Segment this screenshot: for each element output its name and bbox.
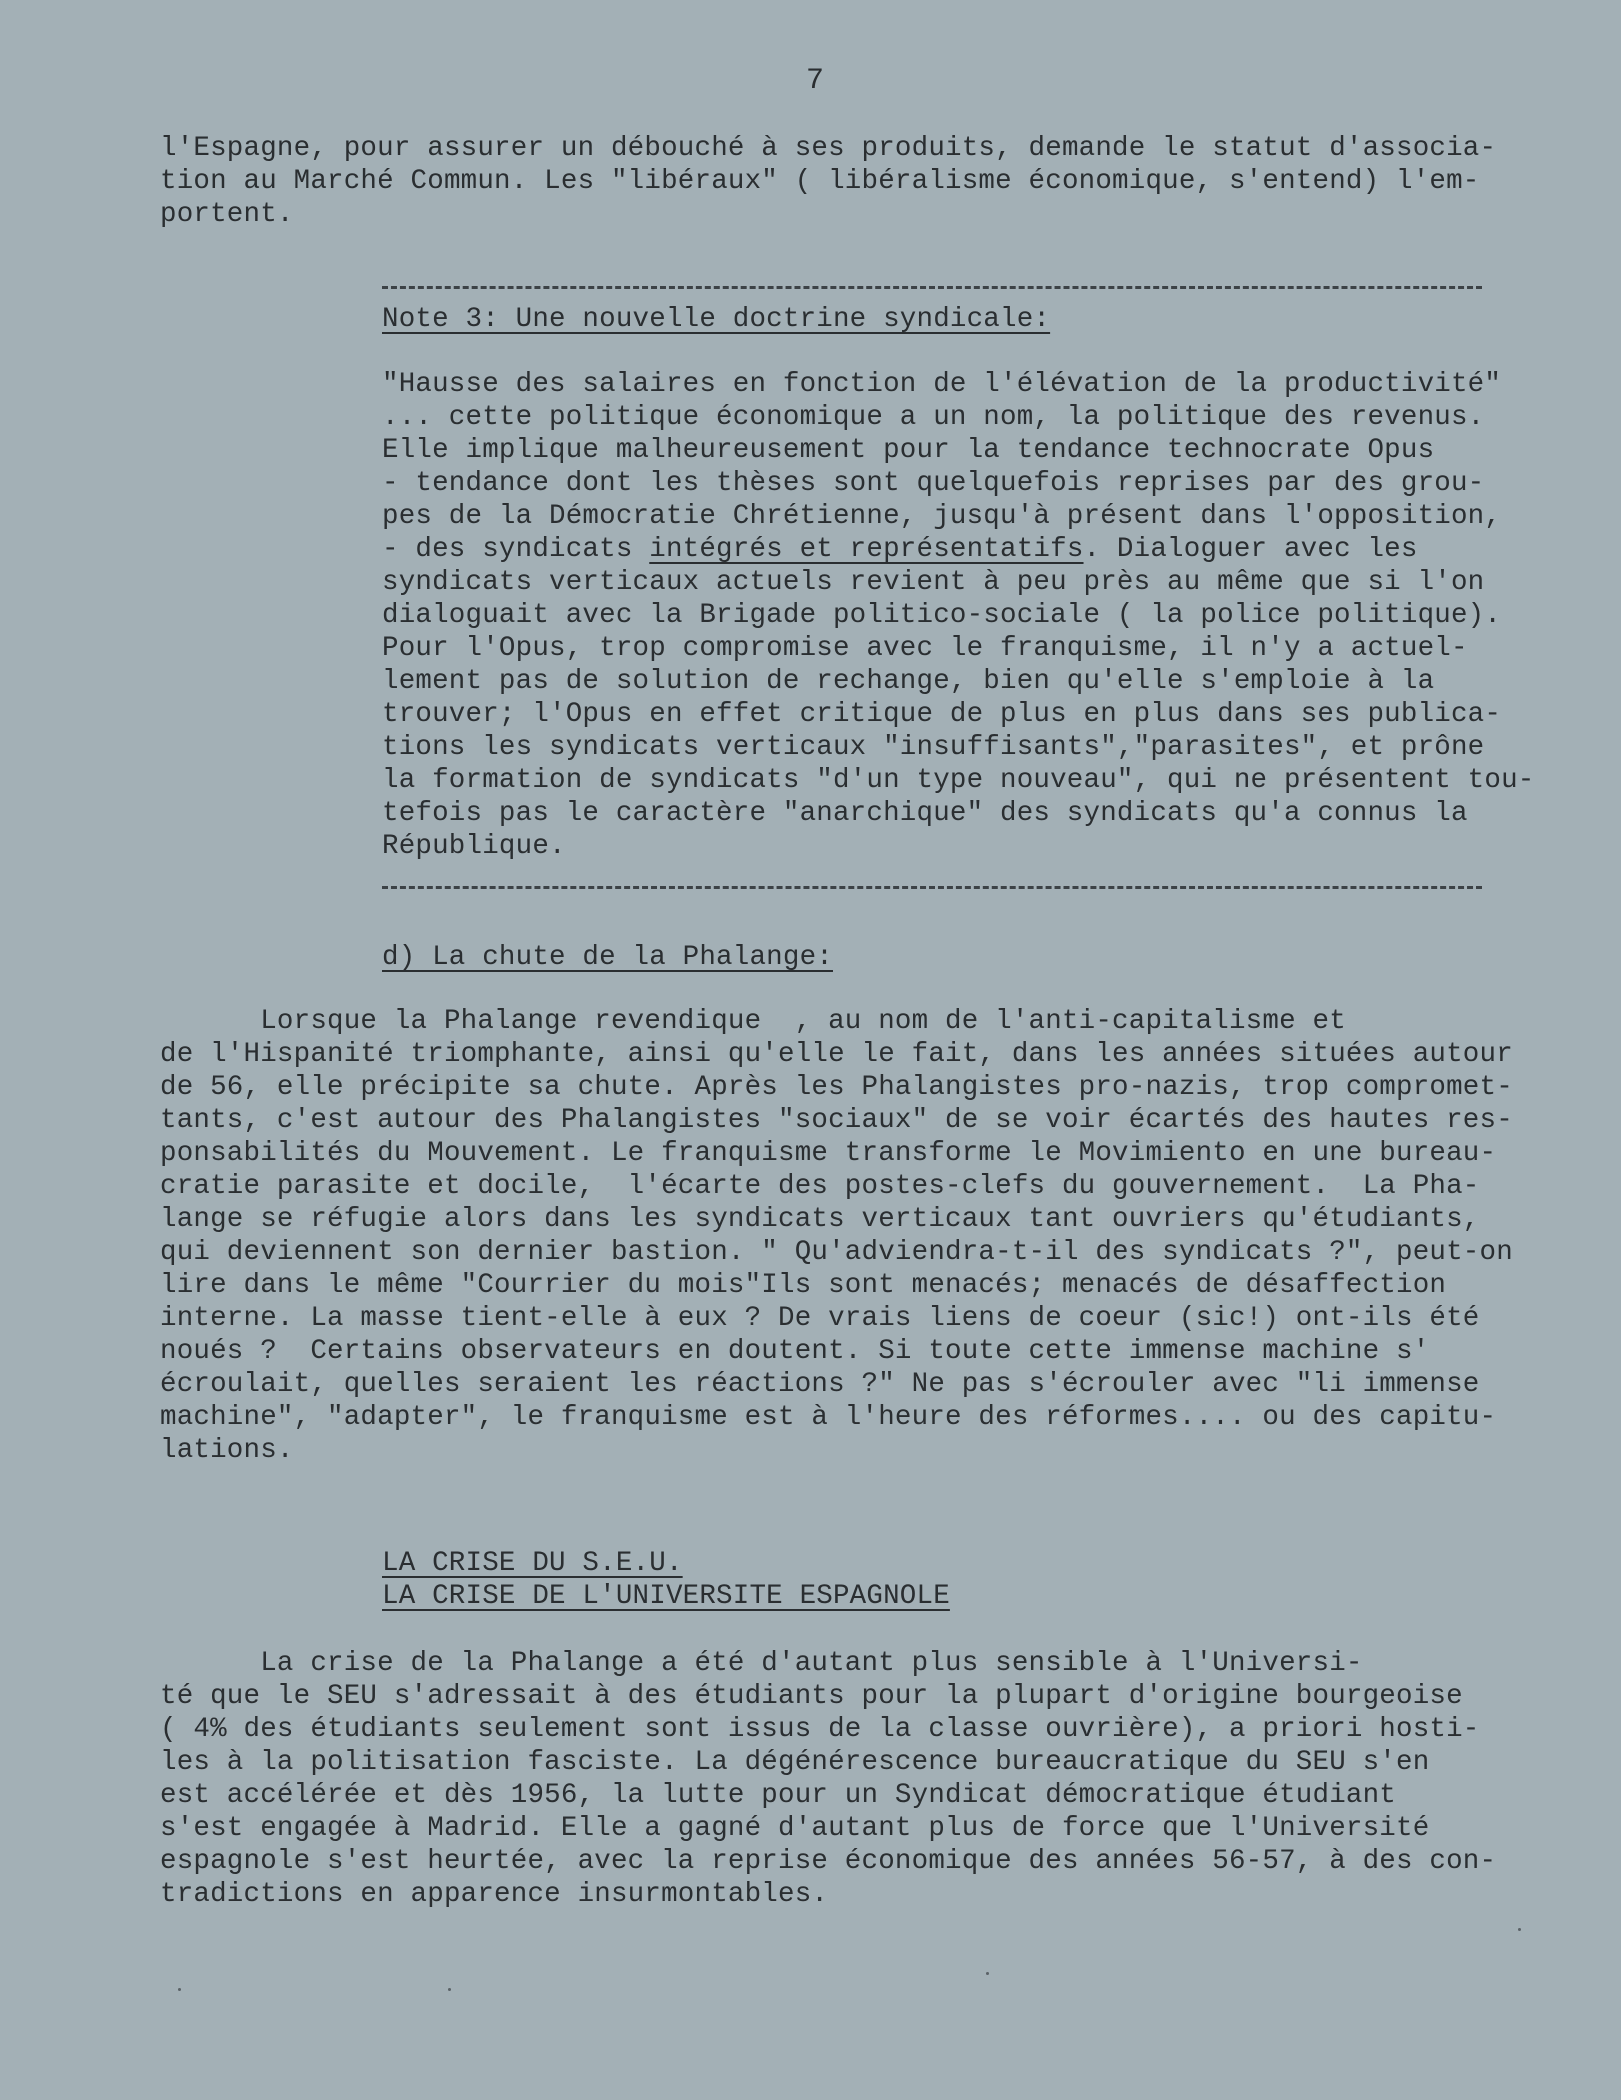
note-line: pes de la Démocratie Chrétienne, jusqu'à présent dans l'opposition, (382, 501, 1502, 532)
note-top-divider (382, 286, 1482, 289)
page-number: 7 (806, 64, 825, 98)
body-line: cratie parasite et docile, l'écarte des postes-clefs du gouvernement. La Pha- (160, 1171, 1480, 1202)
intro-line: l'Espagne, pour assurer un débouché à ses produits, demande le statut d'associa- (160, 133, 1497, 164)
note-line: - tendance dont les thèses sont quelquefois reprises par des grou- (382, 468, 1485, 499)
note-text: - des syndicats (382, 534, 650, 565)
note-line: tefois pas le caractère "anarchique" des syndicats qu'a connus la (382, 798, 1468, 829)
note-title: Note 3: Une nouvelle doctrine syndicale: (382, 304, 1051, 335)
note-line: Pour l'Opus, trop compromise avec le franquisme, il n'y a actuel- (382, 633, 1468, 664)
note-line: lement pas de solution de rechange, bien qu'elle s'emploie à la (382, 666, 1435, 697)
body-line: de l'Hispanité triomphante, ainsi qu'elle le fait, dans les années situées autour (160, 1039, 1513, 1070)
body-line: ( 4% des étudiants seulement sont issus de la classe ouvrière), a priori hosti- (160, 1714, 1480, 1745)
note-line: syndicats verticaux actuels revient à peu près au même que si l'on (382, 567, 1485, 598)
body-line: lations. (160, 1435, 294, 1466)
note-line: "Hausse des salaires en fonction de l'élévation de la productivité" (382, 369, 1502, 400)
note-line: dialoguait avec la Brigade politico-sociale ( la police politique). (382, 600, 1502, 631)
note-line: Elle implique malheureusement pour la tendance technocrate Opus (382, 435, 1435, 466)
paper-speck (178, 1988, 181, 1991)
body-line: est accélérée et dès 1956, la lutte pour un Syndicat démocratique étudiant (160, 1780, 1396, 1811)
note-line: tions les syndicats verticaux "insuffisants","parasites", et prône (382, 732, 1485, 763)
section-d-title: d) La chute de la Phalange: (382, 942, 833, 973)
body-line: lange se réfugie alors dans les syndicats verticaux tant ouvriers qu'étudiants, (160, 1204, 1480, 1235)
note-line: trouver; l'Opus en effet critique de plus en plus dans ses publica- (382, 699, 1502, 730)
note-line: République. (382, 831, 566, 862)
body-line: tradictions en apparence insurmontables. (160, 1879, 829, 1910)
intro-line: tion au Marché Commun. Les "libéraux" ( libéralisme économique, s'entend) l'em- (160, 166, 1480, 197)
body-line: machine", "adapter", le franquisme est à l'heure des réformes.... ou des capitu- (160, 1402, 1497, 1433)
body-line: écroulait, quelles seraient les réactions ?" Ne pas s'écrouler avec "li immense (160, 1369, 1480, 1400)
body-line: tants, c'est autour des Phalangistes "sociaux" de se voir écartés des hautes res- (160, 1105, 1513, 1136)
body-line: de 56, elle précipite sa chute. Après les Phalangistes pro-nazis, trop compromet- (160, 1072, 1513, 1103)
crisis-subheading: LA CRISE DE L'UNIVERSITE ESPAGNOLE (382, 1581, 950, 1612)
body-line: interne. La masse tient-elle à eux ? De vrais liens de coeur (sic!) ont-ils été (160, 1303, 1480, 1334)
note-line: la formation de syndicats "d'un type nouveau", qui ne présentent tou- (382, 765, 1535, 796)
body-line: noués ? Certains observateurs en doutent. Si toute cette immense machine s' (160, 1336, 1430, 1367)
note-line (382, 533, 1418, 566)
body-line: La crise de la Phalange a été d'autant plus sensible à l'Universi- (160, 1648, 1363, 1679)
body-line: les à la politisation fasciste. La dégénérescence bureaucratique du SEU s'en (160, 1747, 1430, 1778)
paper-speck (986, 1972, 989, 1975)
body-line: Lorsque la Phalange revendique , au nom de l'anti-capitalisme et (160, 1006, 1346, 1037)
body-line: s'est engagée à Madrid. Elle a gagné d'autant plus de force que l'Université (160, 1813, 1430, 1844)
paper-speck (448, 1988, 451, 1991)
note-line: ... cette politique économique a un nom, la politique des revenus. (382, 402, 1485, 433)
note-text: . Dialoguer avec les (1083, 534, 1418, 565)
body-line: ponsabilités du Mouvement. Le franquisme transforme le Movimiento en une bureau- (160, 1138, 1497, 1169)
note-bottom-divider (382, 886, 1482, 889)
note-underlined-text: intégrés et représentatifs (649, 534, 1084, 565)
body-line: qui deviennent son dernier bastion. " Qu'adviendra-t-il des syndicats ?", peut-on (160, 1237, 1513, 1268)
body-line: espagnole s'est heurtée, avec la reprise économique des années 56-57, à des con- (160, 1846, 1497, 1877)
intro-line: portent. (160, 199, 294, 230)
paper-speck (1518, 1928, 1521, 1931)
crisis-heading: LA CRISE DU S.E.U. (382, 1548, 683, 1579)
body-line: té que le SEU s'adressait à des étudiants pour la plupart d'origine bourgeoise (160, 1681, 1463, 1712)
body-line: lire dans le même "Courrier du mois"Ils sont menacés; menacés de désaffection (160, 1270, 1447, 1301)
